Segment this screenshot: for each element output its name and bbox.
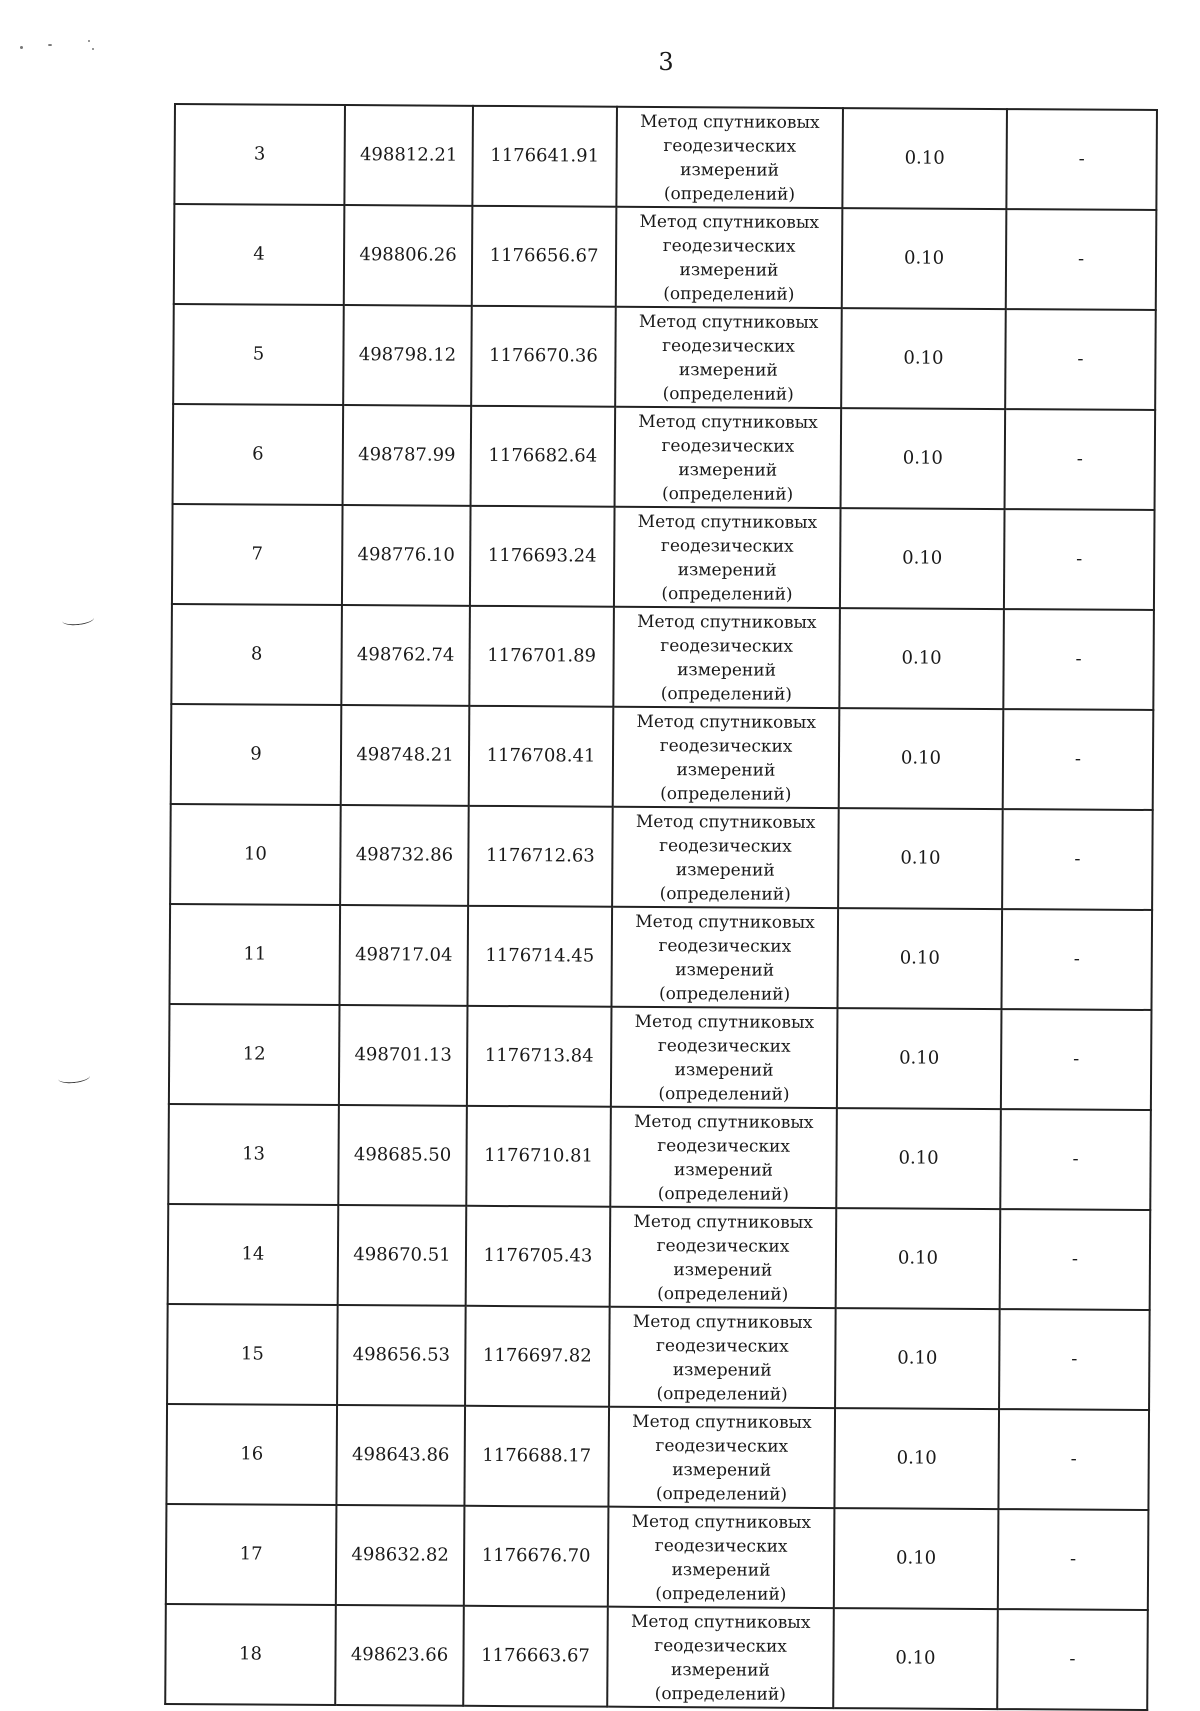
precision-cell: 0.10 — [838, 808, 1003, 909]
method-cell — [615, 307, 842, 408]
method-line: геодезических — [657, 1135, 791, 1157]
method-line: (определений) — [655, 1583, 787, 1605]
coord-y-cell: 1176701.89 — [469, 606, 614, 707]
coord-y-cell: 1176676.70 — [464, 1506, 609, 1607]
method-cell — [616, 107, 843, 208]
point-number-cell: 9 — [171, 704, 342, 805]
note-cell: - — [999, 1309, 1150, 1410]
method-line: Метод спутниковых — [637, 611, 817, 633]
coord-x-cell: 498806.26 — [344, 205, 473, 306]
method-line: геодезических — [655, 1335, 789, 1357]
method-line: (определений) — [663, 183, 796, 205]
method-cell — [613, 607, 840, 708]
method-line: Метод спутниковых — [637, 511, 818, 533]
coord-y-cell: 1176641.91 — [472, 106, 617, 207]
point-number-cell: 10 — [170, 804, 341, 905]
coordinates-table-body — [165, 104, 1157, 1710]
table-row — [169, 1004, 1152, 1110]
precision-cell: 0.10 — [834, 1508, 999, 1609]
method-line: (определений) — [663, 283, 795, 305]
precision-cell: 0.10 — [834, 1408, 999, 1509]
table-row — [166, 1504, 1149, 1610]
method-line: Метод спутниковых — [632, 1411, 812, 1433]
point-number-cell: 14 — [168, 1204, 339, 1305]
coord-y-cell: 1176663.67 — [463, 1606, 608, 1707]
method-line: геодезических — [660, 535, 794, 557]
coord-y-cell: 1176693.24 — [470, 506, 615, 607]
method-line: геодезических — [654, 1535, 788, 1557]
precision-cell: 0.10 — [841, 308, 1006, 409]
method-line: геодезических — [662, 335, 795, 357]
method-cell — [611, 907, 838, 1008]
coord-y-cell: 1176670.36 — [471, 306, 616, 407]
note-cell: - — [1006, 209, 1157, 310]
note-cell: - — [1003, 709, 1154, 810]
method-line: (определений) — [654, 1683, 786, 1705]
method-cell — [615, 407, 842, 508]
table-row — [173, 304, 1156, 410]
coord-x-cell: 498632.82 — [336, 1505, 465, 1606]
method-line: Метод спутниковых — [630, 1611, 811, 1633]
method-line: (определений) — [658, 1083, 790, 1105]
note-cell: - — [997, 1609, 1148, 1710]
point-number-cell: 4 — [174, 204, 345, 305]
precision-cell: 0.10 — [836, 1208, 1001, 1309]
table-row — [171, 704, 1154, 810]
precision-cell: 0.10 — [833, 1608, 998, 1709]
page-number — [0, 48, 1200, 76]
note-cell: - — [998, 1509, 1149, 1610]
method-line: Метод спутниковых — [632, 1311, 813, 1333]
method-line: геодезических — [655, 1435, 789, 1457]
method-line: Метод спутниковых — [633, 1111, 814, 1133]
method-cell — [609, 1307, 836, 1408]
method-line: измерений — [671, 1560, 771, 1581]
point-number-cell: 7 — [172, 504, 343, 605]
method-line: (определений) — [657, 1283, 789, 1305]
method-line: Метод спутниковых — [639, 211, 820, 233]
coord-x-cell: 498798.12 — [343, 305, 472, 406]
note-cell: - — [1000, 1109, 1151, 1210]
precision-cell: 0.10 — [842, 208, 1007, 309]
method-cell — [607, 1607, 834, 1708]
method-line: (определений) — [658, 983, 791, 1005]
method-line: (определений) — [661, 583, 793, 605]
coord-y-cell: 1176682.64 — [471, 406, 616, 507]
method-line: измерений — [679, 260, 779, 281]
method-line: геодезических — [661, 435, 795, 457]
coord-x-cell: 498732.86 — [340, 805, 469, 906]
note-cell: - — [1002, 809, 1153, 910]
method-line: геодезических — [662, 235, 796, 257]
precision-cell: 0.10 — [839, 708, 1004, 809]
point-number-cell: 13 — [168, 1104, 339, 1205]
table-row — [170, 804, 1153, 910]
coord-x-cell: 498748.21 — [341, 705, 470, 806]
note-cell: - — [1005, 309, 1156, 410]
coordinates-table — [164, 103, 1158, 1711]
method-line: измерений — [678, 360, 778, 381]
note-cell: - — [1005, 409, 1156, 510]
coord-x-cell: 498656.53 — [337, 1305, 466, 1406]
method-cell — [610, 1107, 837, 1208]
method-line: (определений) — [659, 883, 791, 905]
precision-cell: 0.10 — [836, 1108, 1001, 1209]
coord-y-cell: 1176708.41 — [469, 706, 614, 807]
point-number-cell: 11 — [169, 904, 340, 1005]
method-line: Метод спутниковых — [634, 1011, 815, 1033]
coord-x-cell: 498701.13 — [339, 1005, 468, 1106]
table-row — [171, 604, 1154, 710]
method-line: геодезических — [659, 735, 793, 757]
table-row — [168, 1104, 1151, 1210]
scan-artifact-speck — [88, 40, 90, 42]
table-row — [165, 1604, 1148, 1710]
method-line: Метод спутниковых — [640, 111, 820, 133]
scan-artifact-speck — [20, 46, 23, 49]
precision-cell: 0.10 — [841, 408, 1006, 509]
coord-y-cell: 1176697.82 — [465, 1306, 610, 1407]
coord-y-cell: 1176713.84 — [467, 1006, 612, 1107]
note-cell: - — [1004, 509, 1155, 610]
coord-x-cell: 498776.10 — [342, 505, 471, 606]
method-line: (определений) — [660, 683, 793, 705]
coord-y-cell: 1176710.81 — [466, 1106, 611, 1207]
method-line: Метод спутниковых — [636, 711, 817, 733]
point-number-cell: 5 — [173, 304, 344, 405]
method-line: измерений — [675, 860, 775, 881]
method-line: Метод спутниковых — [635, 911, 815, 933]
note-cell: - — [1003, 609, 1154, 710]
coord-x-cell: 498643.86 — [336, 1405, 465, 1506]
coord-x-cell: 498787.99 — [343, 405, 472, 506]
coord-y-cell: 1176688.17 — [464, 1406, 609, 1507]
precision-cell: 0.10 — [835, 1308, 1000, 1409]
method-line: измерений — [676, 760, 776, 781]
method-line: измерений — [672, 1360, 772, 1381]
method-cell — [613, 707, 840, 808]
method-line: геодезических — [656, 1235, 790, 1257]
method-cell — [616, 207, 843, 308]
point-number-cell: 6 — [173, 404, 344, 505]
coord-y-cell: 1176705.43 — [466, 1206, 611, 1307]
method-line: измерений — [678, 460, 778, 481]
precision-cell: 0.10 — [837, 1008, 1002, 1109]
note-cell: - — [1001, 909, 1152, 1010]
scan-artifact-speck — [92, 48, 94, 50]
method-line: измерений — [677, 660, 777, 681]
table-row — [168, 1204, 1151, 1310]
method-line: измерений — [673, 1260, 773, 1281]
table-row — [169, 904, 1152, 1010]
page-number-text: 3 — [658, 48, 674, 76]
scan-artifact-speck — [48, 44, 52, 46]
method-line: измерений — [675, 960, 775, 981]
precision-cell: 0.10 — [842, 108, 1007, 209]
method-line: геодезических — [660, 635, 794, 657]
coord-x-cell: 498762.74 — [341, 605, 470, 706]
method-line: (определений) — [655, 1483, 788, 1505]
point-number-cell: 16 — [166, 1404, 337, 1505]
table-row — [173, 404, 1156, 510]
method-line: измерений — [672, 1460, 772, 1481]
method-line: Метод спутниковых — [635, 811, 816, 833]
method-line: (определений) — [657, 1183, 789, 1205]
precision-cell: 0.10 — [839, 608, 1004, 709]
method-line: геодезических — [657, 1035, 791, 1057]
method-line: Метод спутниковых — [638, 311, 819, 333]
method-line: геодезических — [658, 935, 792, 957]
coord-x-cell: 498623.66 — [335, 1605, 464, 1706]
method-line: Метод спутниковых — [638, 411, 818, 433]
method-cell — [610, 1207, 837, 1308]
method-line: измерений — [670, 1660, 770, 1681]
method-line: измерений — [680, 160, 780, 181]
coord-x-cell: 498812.21 — [344, 105, 473, 206]
scan-artifact-mark — [58, 1070, 91, 1084]
point-number-cell: 8 — [171, 604, 342, 705]
method-cell — [608, 1507, 835, 1608]
table-row — [174, 204, 1157, 310]
method-line: геодезических — [663, 135, 797, 157]
method-cell — [612, 807, 839, 908]
method-line: (определений) — [661, 483, 794, 505]
point-number-cell: 12 — [169, 1004, 340, 1105]
method-line: Метод спутниковых — [631, 1511, 812, 1533]
coord-x-cell: 498717.04 — [339, 905, 468, 1006]
method-line: Метод спутниковых — [633, 1211, 813, 1233]
method-cell — [614, 507, 841, 608]
point-number-cell: 17 — [166, 1504, 337, 1605]
method-line: геодезических — [659, 835, 792, 857]
table-row — [174, 104, 1157, 210]
note-cell: - — [998, 1409, 1149, 1510]
note-cell: - — [1000, 1209, 1151, 1310]
method-line: измерений — [674, 1060, 774, 1081]
method-line: (определений) — [662, 383, 794, 405]
coord-y-cell: 1176712.63 — [468, 806, 613, 907]
method-line: (определений) — [660, 783, 792, 805]
precision-cell: 0.10 — [840, 508, 1005, 609]
table-row — [172, 504, 1155, 610]
table-row — [167, 1304, 1150, 1410]
coord-x-cell: 498670.51 — [338, 1205, 467, 1306]
method-line: измерений — [677, 560, 777, 581]
scan-artifact-mark — [62, 612, 95, 626]
coord-x-cell: 498685.50 — [338, 1105, 467, 1206]
coord-y-cell: 1176656.67 — [472, 206, 617, 307]
method-cell — [608, 1407, 835, 1508]
point-number-cell: 18 — [165, 1604, 336, 1705]
note-cell: - — [1006, 109, 1157, 210]
method-line: измерений — [674, 1160, 773, 1181]
point-number-cell: 3 — [174, 104, 345, 205]
point-number-cell: 15 — [167, 1304, 338, 1405]
precision-cell: 0.10 — [837, 908, 1002, 1009]
method-line: геодезических — [654, 1635, 787, 1657]
method-cell — [611, 1007, 838, 1108]
table-row — [166, 1404, 1149, 1510]
coord-y-cell: 1176714.45 — [467, 906, 612, 1007]
note-cell: - — [1001, 1009, 1152, 1110]
method-line: (определений) — [656, 1383, 788, 1405]
